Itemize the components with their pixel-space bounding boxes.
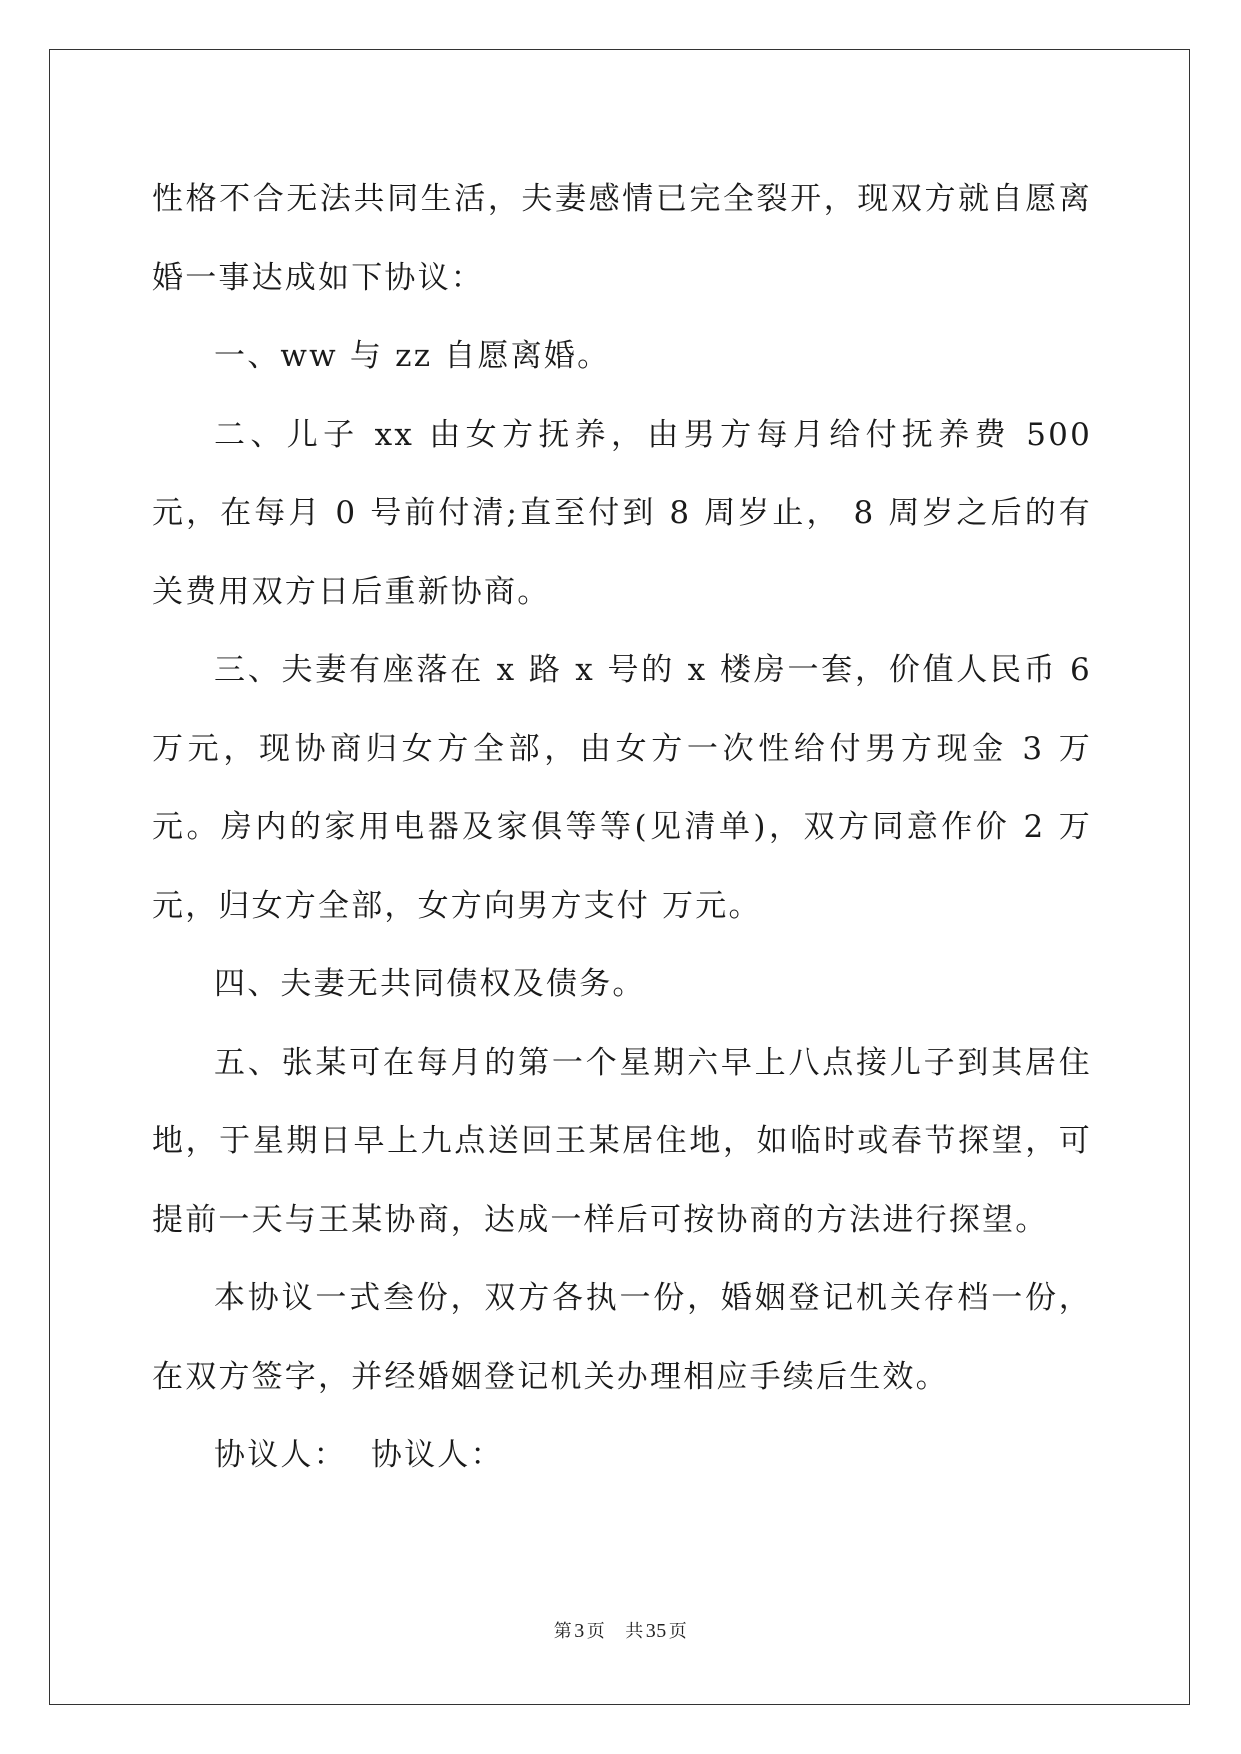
page-suffix: 页 xyxy=(586,1621,606,1642)
total-suffix: 页 xyxy=(668,1621,688,1642)
paragraph-copies: 本协议一式叁份，双方各执一份，婚姻登记机关存档一份，在双方签字，并经婚姻登记机关办理相应手续后生效。 xyxy=(152,1280,1092,1395)
page-footer xyxy=(0,1617,1241,1643)
paragraph-intro: 性格不合无法共同生活，夫妻感情已完全裂开，现双方就自愿离婚一事达成如下协议： xyxy=(152,181,1092,296)
paragraph-clause-1: 一、ww 与 zz 自愿离婚。 xyxy=(214,338,611,374)
paragraph-clause-3: 三、夫妻有座落在 x 路 x 号的 x 楼房一套，价值人民币 6 万元，现协商归女方全部，由女方一次性给付男方现金 3 万元。房内的家用电器及家俱等等(见清单)，双方同意作价 2 万元，归女方全部，女方向男方支付 万元。 xyxy=(152,652,1105,924)
paragraph-clause-5: 五、张某可在每月的第一个星期六早上八点接儿子到其居住地，于星期日早上九点送回王某居住地，如临时或春节探望，可提前一天与王某协商，达成一样后可按协商的方法进行探望。 xyxy=(152,1044,1092,1238)
paragraph-clause-2: 二、儿子 xx 由女方抚养，由男方每月给付抚养费 500 元，在每月 0 号前付清;直至付到 8 周岁止， 8 周岁之后的有关费用双方日后重新协商。 xyxy=(152,416,1105,610)
page-number: 3 xyxy=(574,1620,585,1642)
page-prefix: 第 xyxy=(553,1621,573,1642)
total-prefix: 共 xyxy=(625,1621,644,1642)
total-pages: 35 xyxy=(645,1620,667,1642)
paragraph-clause-4: 四、夫妻无共同债权及债务。 xyxy=(214,966,646,1002)
paragraph-signatories: 协议人： 协议人： xyxy=(214,1437,504,1473)
document-body xyxy=(152,160,1105,1495)
